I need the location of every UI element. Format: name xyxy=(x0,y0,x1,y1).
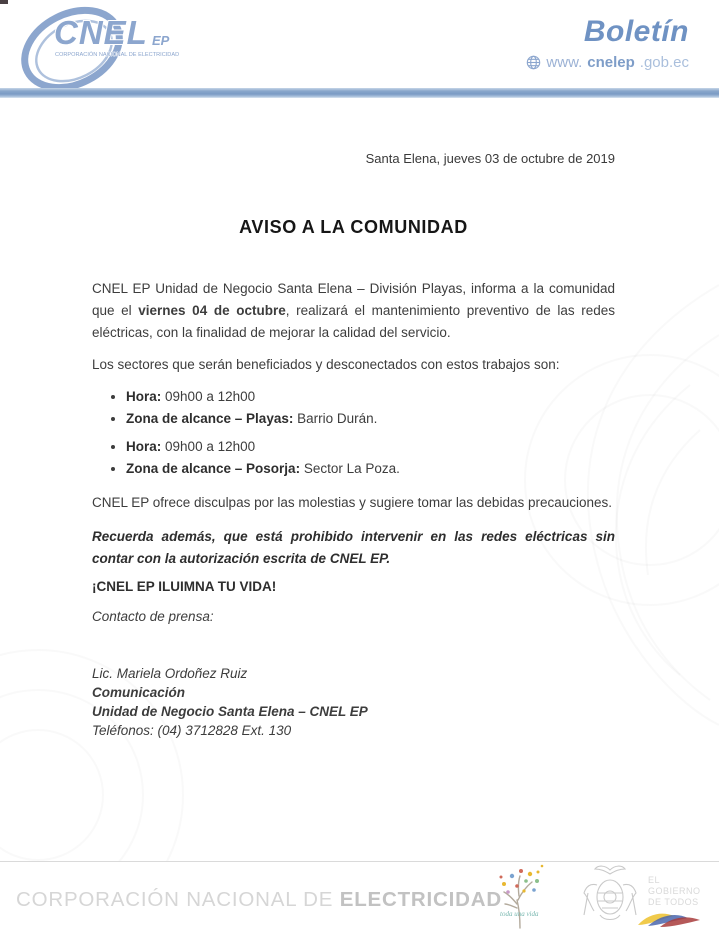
bullet-label: Hora: xyxy=(126,439,162,454)
svg-text:CNEL: CNEL xyxy=(54,14,148,51)
intro-part1: CNEL EP Unidad de Negocio Santa Elena – División Playas, informa a la comunidad que el xyxy=(92,281,615,318)
signature-block xyxy=(92,664,615,740)
website-brand: cnelep xyxy=(587,54,635,71)
page-title: AVISO A LA COMUNIDAD xyxy=(239,217,468,237)
footer-brand xyxy=(16,888,502,912)
globe-icon xyxy=(526,55,541,70)
signature-name: Lic. Mariela Ordoñez Ruiz xyxy=(92,666,248,681)
signature-phone: Teléfonos: (04) 3712828 Ext. 130 xyxy=(92,723,292,738)
website-prefix: www. xyxy=(546,54,583,71)
outage-list-posorja xyxy=(92,436,615,480)
bullet-label: Zona de alcance – Posorja: xyxy=(126,461,301,476)
gov-text-line: EL xyxy=(648,875,661,885)
bullet-label: Zona de alcance – Playas: xyxy=(126,411,294,426)
list-item xyxy=(126,436,615,458)
gov-text xyxy=(648,875,701,908)
bullet-value: Sector La Poza. xyxy=(303,461,400,476)
logo-tagline: CORPORACIÓN NACIONAL DE ELECTRICIDAD xyxy=(55,52,180,58)
gov-text-line: GOBIERNO xyxy=(648,886,701,896)
tree-caption: toda una vida xyxy=(500,910,539,918)
signature-role: Comunicación xyxy=(92,685,186,700)
cnel-logo xyxy=(14,4,254,92)
bullet-value: 09h00 a 12h00 xyxy=(165,389,256,404)
list-item xyxy=(126,408,615,430)
signature-unit: Unidad de Negocio Santa Elena – CNEL EP xyxy=(92,704,368,719)
apology-paragraph: CNEL EP ofrece disculpas por las molestias y sugiere tomar las debidas precauciones. xyxy=(92,495,613,510)
intro-paragraph xyxy=(92,278,615,344)
dateline: Santa Elena, jueves 03 de octubre de 2019 xyxy=(365,151,615,166)
header xyxy=(0,0,719,88)
header-divider-bar xyxy=(0,88,719,98)
footer xyxy=(0,861,719,935)
bullet-value: Barrio Durán. xyxy=(297,411,378,426)
list-item xyxy=(126,458,615,480)
slogan-line: ¡CNEL EP ILUIMNA TU VIDA! xyxy=(92,579,277,594)
intro-bold-date: viernes 04 de octubre xyxy=(138,303,286,318)
press-contact-label: Contacto de prensa: xyxy=(92,609,214,624)
sectors-intro: Los sectores que serán beneficiados y desconectados con estos trabajos son: xyxy=(92,357,560,372)
header-right xyxy=(526,16,689,71)
bulletin-label: Boletín xyxy=(583,15,689,48)
website-suffix: .gob.ec xyxy=(639,54,689,71)
toda-una-vida-tree-logo xyxy=(494,864,546,934)
list-item xyxy=(126,386,615,408)
outage-list-playas xyxy=(92,386,615,430)
bullet-label: Hora: xyxy=(126,389,162,404)
document-body xyxy=(0,148,719,740)
svg-text:EP: EP xyxy=(152,33,170,48)
footer-brand-bold: ELECTRICIDAD xyxy=(339,888,502,911)
bullet-value: 09h00 a 12h00 xyxy=(165,439,256,454)
gov-swoosh-graphic xyxy=(638,909,700,931)
website-line xyxy=(526,54,689,71)
intro-part2: , realizará el mantenimiento preventivo de las redes eléctricas, con la finalidad de mejorar la calidad del servicio. xyxy=(92,303,615,340)
footer-brand-light: CORPORACIÓN NACIONAL DE xyxy=(16,888,340,911)
gov-text-line: DE TODOS xyxy=(648,897,699,907)
warning-paragraph: Recuerda además, que está prohibido intervenir en las redes eléctricas sin contar con la autorización escrita de CNEL EP. xyxy=(92,529,615,566)
ecuador-coat-of-arms xyxy=(578,863,642,933)
